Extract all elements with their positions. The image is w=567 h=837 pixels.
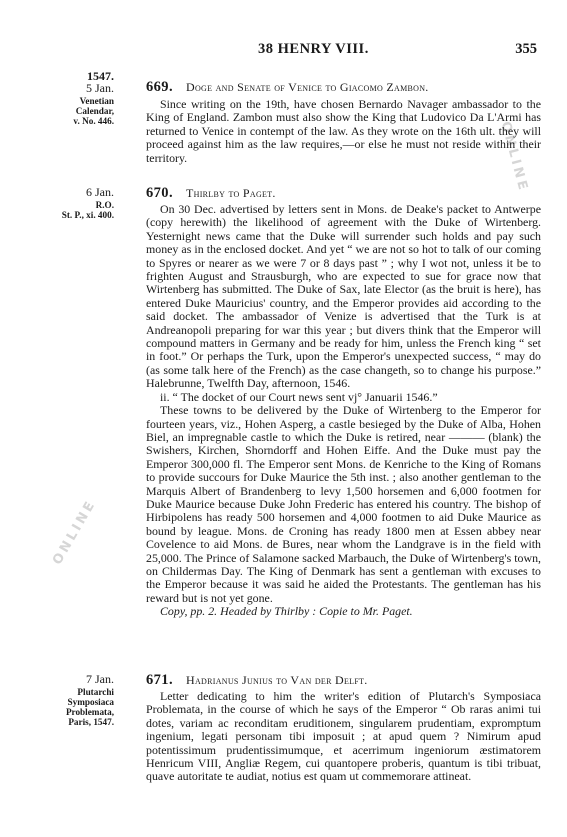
entry-number: 671. [146,672,173,688]
entry-title: Thirlby to Paget. [185,186,276,200]
margin-ref: v. No. 446. [73,116,114,126]
entry-heading-671 [146,673,541,687]
margin-ref: Venetian [79,96,114,106]
margin-ref: Paris, 1547. [68,717,114,727]
margin-ref: St. P., xi. 400. [61,210,114,220]
entry-number: 669. [146,79,173,95]
paragraph: Letter dedicating to him the writer's edition of Plutarch's Symposiaca Problemata, in the course of which he says of the Emperor “ Ob raras animi tui dotes, variam ac reconditam eruditionem, singularem prudentiam, expromptum ingenium, legati personam tibi imposuit ; at apud quem ? Nimirum apud potentissimum prudentissimumque, et acerrimum ingeniorum æstimatorem Henricum VIII, Angliæ Regem, cui quantopere proberis, quantum is tibi tribuat, quave autoritate te audiat, notius est quam ut commemorare attineat. [146,689,541,784]
entry-number: 670. [146,185,173,201]
margin-note-669 [0,70,114,126]
margin-ref: Calendar, [75,106,114,116]
entry-title: Doge and Senate of Venice to Giacomo Zambon. [185,80,429,94]
margin-ref: R.O. [95,200,114,210]
margin-date: 6 Jan. [86,185,114,199]
paragraph: These towns to be delivered by the Duke of Wirtenberg to the Emperor for fourteen years, viz., Hohen Asperg, a castle besieged by the Duke of Alba, Hohen Biel, an impregnable castle to which the Duke is retired, near ——— (blank) the Swishers, Kirchen, Shorndorff and Hohen Eiffe. And the Duke must pay the Emperor 300,000 fl. The Emperor sent Mons. de Kenriche to the King of Romans to provide succours for Duke Maurice the 5th inst. ; also another gentleman to the Marquis Albert of Brandenberg to levy 1,500 horsemen and 6,000 footmen for Duke Maurice because Duke John Frederic has entered his country. The bishop of Hirbipolens has ready 500 horsemen and 4,000 footmen to aid Duke Maurice as bound by league. Mons. de Croning has ready 1800 men at Essen abbey near Covelence to aid Mons. de Bures, near whom the Landgrave is in the field with 25,000. The Prince of Salamone sacked Marbauch, the Duke of Wirtenberg's town, on Childermas Day. The King of Denmark has sent a gentleman with excuses to the Emperor because it was said he aided the Protestants. The gentleman has his reward but is not yet gone. [146,403,541,605]
paragraph: On 30 Dec. advertised by letters sent in Mons. de Deake's packet to Antwerpe (copy herewith) the likelihood of agreement with the Duke of Wirtenberg. Yesternight news came that the Duke will surrender such holds and pay such money as in the enclosed docket. And yet “ we are not so hot to talk of our coming to Spyres or nearer as we were 7 or 8 days past ” ; why I wot not, unless it be to frighten August and Strausburgh, who are expected to sue for grace now that Wirtenberg has submitted. The Duke of Sax, late Elector (as the bruit is here), has entered Duke Mauricius' country, and the Emperor provides aid according to the said docket. The ambassador of Venize is advertised that the Turk is at Andreanopoli preparing for war this year ; but divers think that the Emperor will compound matters in Germany and be ready for him, unless the French king “ set in foot.” Or perhaps the Turk, upon the Emperor's unexpected success, “ may do (as some talk here of the French) as the case changeth, so to change his purpose.” Halebrunne, Twelfth Day, afternoon, 1546. [146,202,541,391]
paragraph: ii. “ The docket of our Court news sent vj° Januarii 1546.” [160,389,438,404]
running-head-title: 38 HENRY VIII. [258,41,369,57]
watermark-right: ONLINE [497,120,531,195]
margin-ref: Problemata, [65,707,114,717]
margin-ref: Plutarchi [77,687,114,697]
watermark-left: ONLINE [50,496,100,568]
page-number: 355 [515,41,537,57]
margin-date: 5 Jan. [86,81,114,95]
margin-note-670 [0,186,114,220]
paragraph: Since writing on the 19th, have chosen Bernardo Navager ambassador to the King of England. Zambon must also show the King that Ludovico Da L'Armi has returned to Venice in contempt of the law. As they wrote on the 16th ult. they will proceed against him as the law requires,—or else he must not reside within their territory. [146,97,541,165]
entry-body-670 [146,203,541,619]
margin-note-671 [0,673,114,727]
margin-date: 7 Jan. [86,672,114,686]
entry-heading-669 [146,80,541,94]
margin-ref: Symposiaca [67,697,114,707]
entry-title: Hadrianus Junius to Van der Delft. [185,673,368,687]
margin-year: 1547. [87,69,114,83]
entry-body-671 [146,690,541,784]
entry-footnote: Copy, pp. 2. Headed by Thirlby : Copie to Mr. Paget. [160,604,413,619]
entry-heading-670 [146,186,541,200]
running-head [0,41,567,61]
entry-body-669 [146,98,541,165]
